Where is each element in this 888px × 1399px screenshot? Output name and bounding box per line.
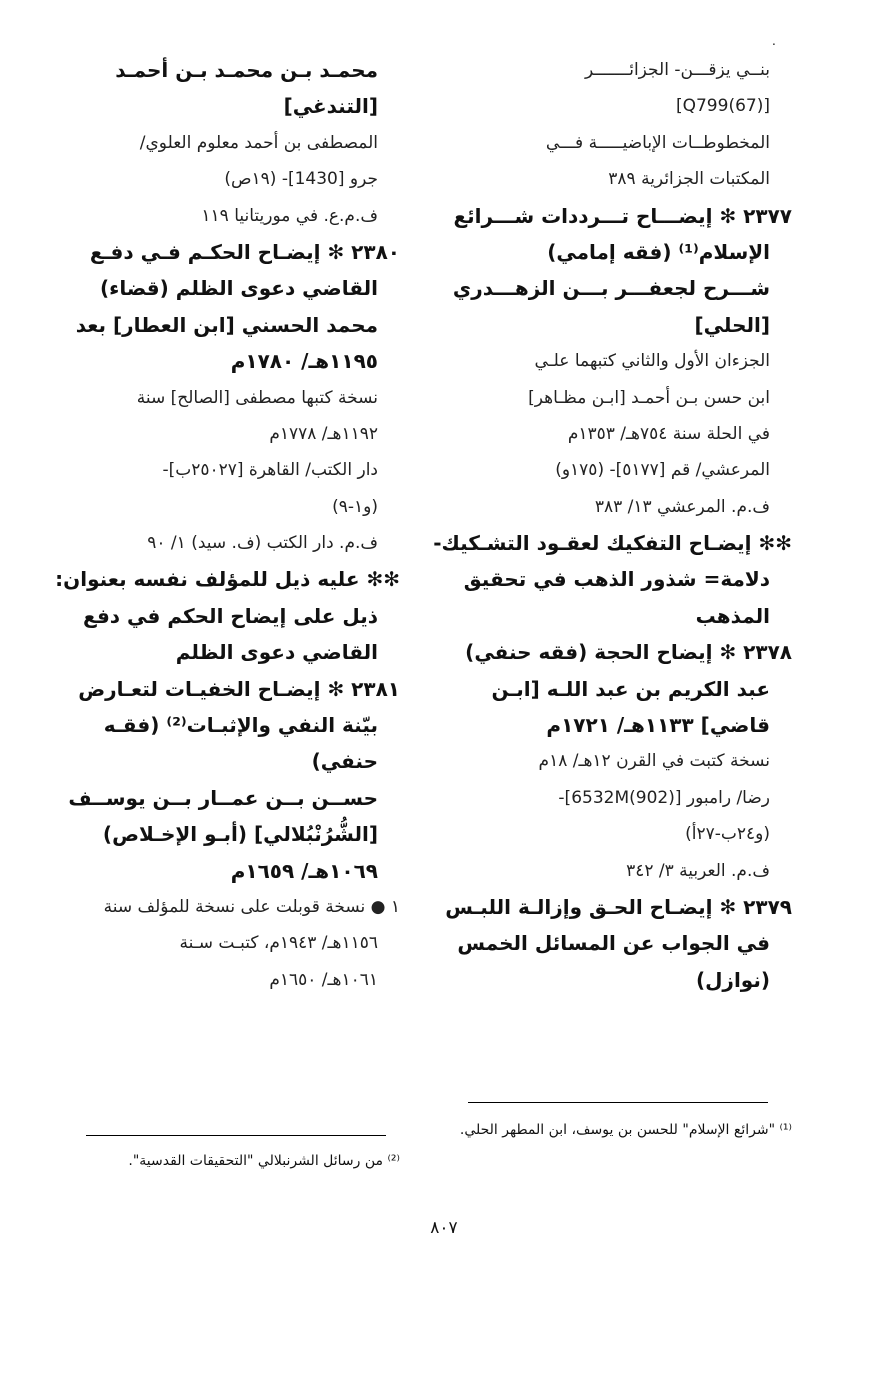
right-column-line: (و٢٤ب-٢٧أ) [685,824,770,845]
right-column-line: المكتبات الجزائرية ٣٨٩ [608,169,770,190]
right-column-line: نسخة كتبت في القرن ١٢هـ/ ١٨م [538,751,770,772]
footnote-rule-left [86,1135,386,1136]
right-column-line: [الحلي] [694,312,770,337]
left-column-line: ١٠٦١هـ/ ١٦٥٠م [269,969,378,990]
left-column-line: جرو [1430]- (١٩ص) [224,169,378,190]
left-column-line: ٢٣٨١ ✻ إيضـاح الخفيـات لتعـارض [78,676,400,701]
left-column-line: نسخة كتبها مصطفى [الصالح] سنة [136,387,378,408]
left-column-line: حنفي) [311,749,378,774]
right-column-line: الجزءان الأول والثاني كتبهما علـي [534,351,770,372]
right-column-line: (نوازل) [695,967,770,992]
right-column-line: عبد الكريم بن عبد اللـه [ابـن [491,676,770,701]
left-column-line: ١١٩٥هـ/ ١٧٨٠م [230,349,378,374]
left-column [40,52,400,998]
left-column-line: ✻✻ عليه ذيل للمؤلف نفسه بعنوان: [55,567,400,592]
right-column-line: في الحلة سنة ٧٥٤هـ/ ١٣٥٣م [567,423,770,444]
footnote-right: ⁽¹⁾ "شرائع الإسلام" للحسن بن يوسف، ابن المطهر الحلي. [459,1122,792,1138]
left-column-line: ١١٥٦هـ/ ١٩٤٣م، كتبـت سـنة [179,933,378,954]
left-column-line: ١١٩٢هـ/ ١٧٧٨م [269,423,378,444]
footnote-left: ⁽²⁾ من رسائل الشرنبلالي "التحقيقات القدسية". [128,1153,400,1169]
left-column-line: [التندغي] [283,94,378,119]
left-column-line: دار الكتب/ القاهرة [٢٥٠٢٧ب]- [162,460,378,481]
right-column-line: في الجواب عن المسائل الخمس [457,931,770,956]
corner-mark: . [772,34,776,48]
right-column-line: ٢٣٧٨ ✻ إيضاح الحجة (فقه حنفي) [465,640,792,665]
left-column-line: ٢٣٨٠ ✻ إيضـاح الحكـم فـي دفـع [89,239,400,264]
left-column-line: بيّنة النفي والإثبـات⁽²⁾ (فقـه [103,713,378,738]
right-column-line: المرعشي/ قم [٥١٧٧]- (١٧٥و) [555,460,770,481]
right-column [433,52,792,998]
left-column-line: القاضي دعوى الظلم (قضاء) [99,276,378,301]
right-column-line: المخطوطــات الإباضيـــــة فـــي [545,132,770,153]
right-column-line: قاضي] ١١٣٣هـ/ ١٧٢١م [546,713,770,738]
right-column-line: ابن حسن بـن أحمـد [ابـن مظـاهر] [528,387,770,408]
left-column-line: ١ ● نسخة قوبلت على نسخة للمؤلف سنة [103,896,400,917]
left-column-line: القاضي دعوى الظلم [175,640,378,665]
left-column-line: ف.م. دار الكتب (ف. سيد) ١/ ٩٠ [147,533,378,554]
left-column-line: ف.م.ع. في موريتانيا ١١٩ [201,205,378,226]
left-column-line: محمـد بـن محمـد بـن أحمـد [115,58,378,82]
right-column-line: [(67)Q799] [675,96,770,117]
right-column-line: بنــي يزقـــن- الجزائـــــــر [584,60,770,80]
right-column-line: ف.م. العربية ٣/ ٣٤٢ [626,860,770,881]
right-column-line: رضا/ رامبور [6532M(902)]- [558,787,770,808]
right-column-line: ✻✻ إيضـاح التفكيك لعقـود التشـكيك- [433,531,792,556]
left-column-line: ذيل على إيضاح الحكم في دفع [83,603,378,628]
right-column-line: ٢٣٧٧ ✻ إيضـــاح تـــرددات شـــرائع [453,203,792,228]
left-column-line: [الشُّرُنْبُلالي] (أبـو الإخـلاص) [102,822,378,847]
right-column-line: الإسلام⁽¹⁾ (فقه إمامي) [547,239,770,264]
left-column-line: ١٠٦٩هـ/ ١٦٥٩م [230,858,378,883]
left-column-line: (و١-٩) [332,496,378,517]
right-column-line: شـــرح لجعفـــر بـــن الزهـــدري [452,276,770,301]
left-column-line: محمد الحسني [ابن العطار] بعد [75,312,378,337]
right-column-line: ف.م. المرعشي ١٣/ ٣٨٣ [594,496,770,517]
left-column-line: حســن بــن عمــار بــن يوســف [68,785,378,810]
right-column-line: ٢٣٧٩ ✻ إيضـاح الحـق وإزالـة اللبـس [445,894,792,919]
left-column-line: المصطفى بن أحمد معلوم العلوي/ [139,132,378,153]
right-column-line: دلامة= شذور الذهب في تحقيق [463,567,770,592]
page-number: ٨٠٧ [430,1218,458,1238]
footnote-rule-right [468,1102,768,1103]
right-column-line: المذهب [695,603,770,628]
